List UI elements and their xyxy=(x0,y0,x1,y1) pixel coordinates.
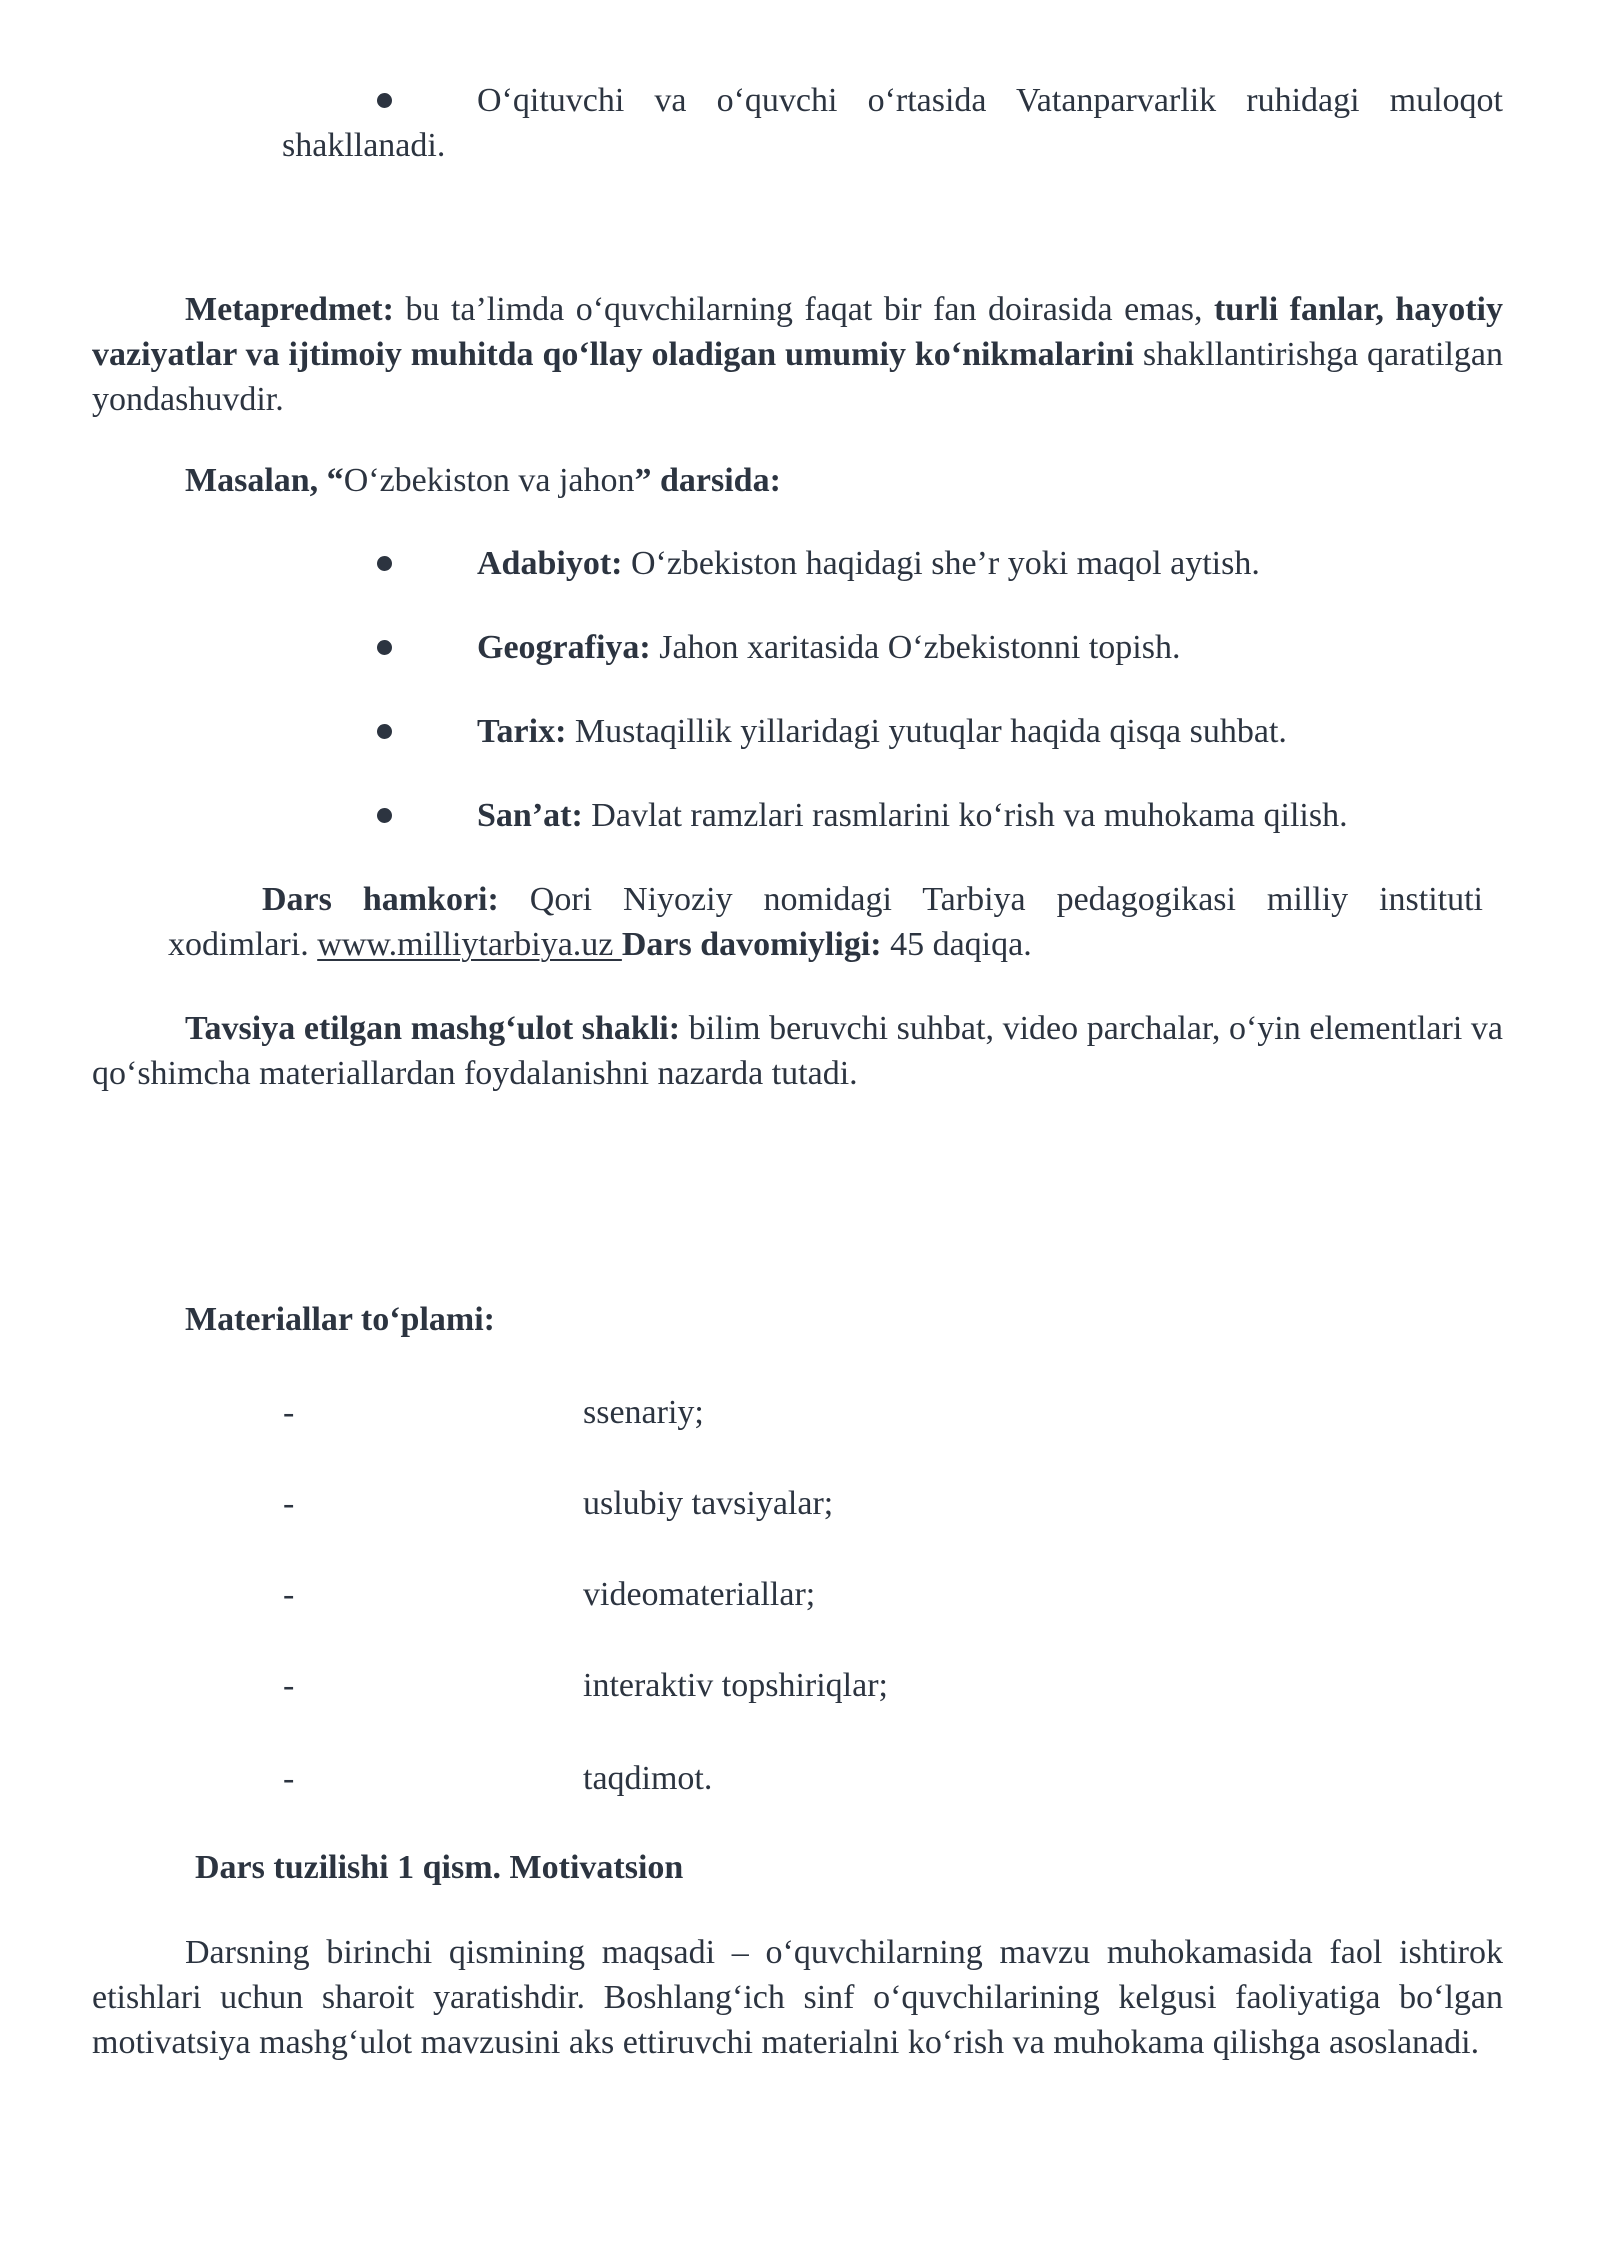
list-item: videomateriallar; xyxy=(583,1576,816,1613)
dash-marker: - xyxy=(283,1760,295,1797)
subject-item-tarix: Tarix: Mustaqillik yillaridagi yutuqlar haqida qisqa suhbat. xyxy=(477,713,1287,750)
masalan-heading: Masalan, “O‘zbekiston va jahon” darsida: xyxy=(185,462,781,499)
dash-marker: - xyxy=(283,1394,295,1431)
intro-bullet-text: O‘qituvchi va o‘quvchi o‘rtasida Vatanparvarlik ruhidagi muloqot xyxy=(477,82,1503,119)
list-item: taqdimot. xyxy=(583,1760,713,1797)
list-item: uslubiy tavsiyalar; xyxy=(583,1485,834,1522)
bullet-icon xyxy=(377,556,392,571)
institute-website-link[interactable]: www.milliytarbiya.uz xyxy=(317,926,622,963)
subject-item-geografiya: Geografiya: Jahon xaritasida O‘zbekistonni topish. xyxy=(477,629,1181,666)
list-item: interaktiv topshiriqlar; xyxy=(583,1667,888,1704)
materials-heading: Materiallar to‘plami: xyxy=(185,1301,496,1338)
dash-marker: - xyxy=(283,1485,295,1522)
dash-marker: - xyxy=(283,1576,295,1613)
metapredmet-paragraph: Metapredmet: bu ta’limda o‘quvchilarning faqat bir fan doirasida emas, turli fanlar, hayotiy vaziyatlar va ijtimoiy muhitda qo‘llay oladigan umumiy ko‘nikmalarini shakllantirishga qaratilgan yondashuvdir. xyxy=(92,291,1503,418)
subject-item-sanat: San’at: Davlat ramzlari rasmlarini ko‘rish va muhokama qilish. xyxy=(477,797,1348,834)
intro-bullet-continuation: shakllanadi. xyxy=(282,127,446,164)
structure-heading: Dars tuzilishi 1 qism. Motivatsion xyxy=(195,1849,684,1886)
subject-item-adabiyot: Adabiyot: O‘zbekiston haqidagi she’r yoki maqol aytish. xyxy=(477,545,1260,582)
partner-line-1: Dars hamkori: Qori Niyoziy nomidagi Tarbiya pedagogikasi milliy instituti xyxy=(262,881,1483,918)
bullet-icon xyxy=(377,724,392,739)
structure-paragraph: Darsning birinchi qismining maqsadi – o‘quvchilarning mavzu muhokamasida faol ishtirok etishlari uchun sharoit yaratishdir. Boshlang‘ich sinf o‘quvchilarining kelgusi faoliyatiga bo‘lgan motivatsiya mashg‘ulot mavzusini aks ettiruvchi materialni ko‘rish va muhokama qilishga asoslanadi. xyxy=(92,1934,1503,2061)
bullet-icon xyxy=(377,808,392,823)
partner-line-2: xodimlari. www.milliytarbiya.uz Dars davomiyligi: 45 daqiqa. xyxy=(168,926,1032,963)
dash-marker: - xyxy=(283,1667,295,1704)
recommended-form-paragraph: Tavsiya etilgan mashg‘ulot shakli: bilim beruvchi suhbat, video parchalar, o‘yin elementlari va qo‘shimcha materiallardan foydalanishni nazarda tutadi. xyxy=(92,1010,1503,1092)
bullet-icon xyxy=(377,640,392,655)
bullet-icon xyxy=(377,93,392,108)
list-item: ssenariy; xyxy=(583,1394,704,1431)
